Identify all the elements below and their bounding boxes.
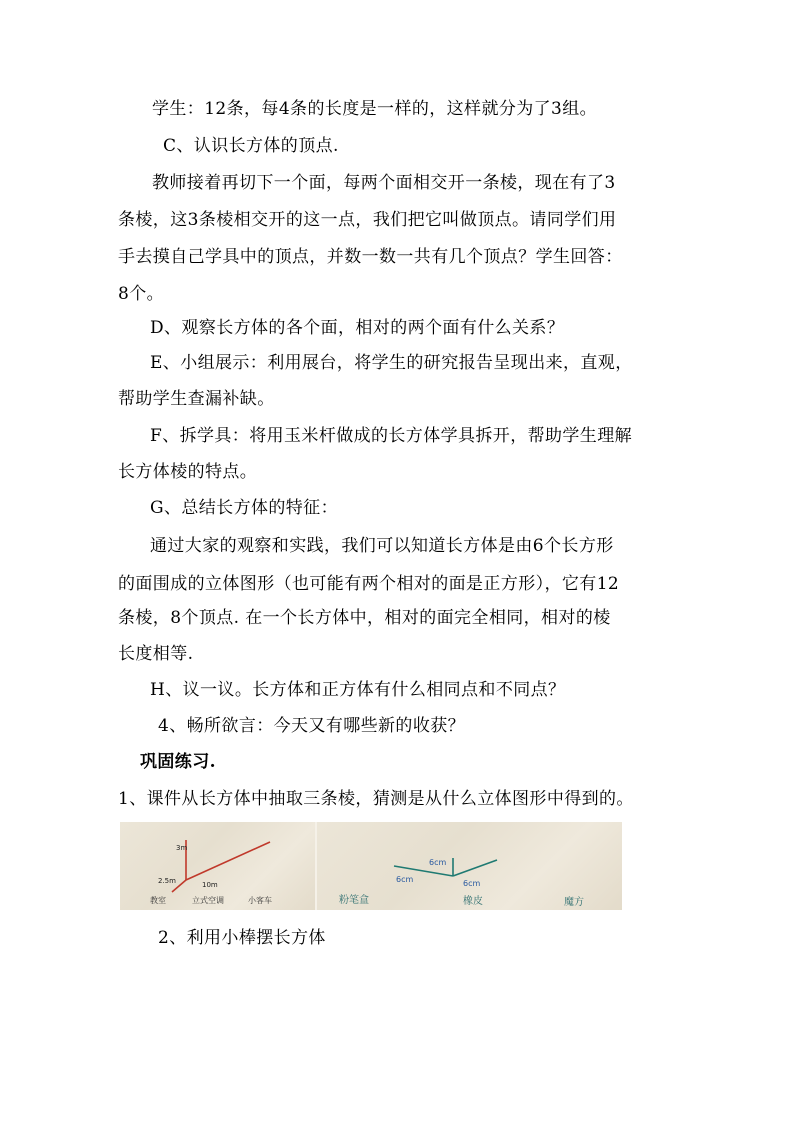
paragraph-step-e-1: E、小组展示：利用展台，将学生的研究报告呈现出来，直观， <box>150 353 633 373</box>
section-heading-practice: 巩固练习. <box>140 752 216 772</box>
paragraph-step-e-2: 帮助学生查漏补缺。 <box>118 389 275 409</box>
paragraph-teacher-4: 8个。 <box>118 284 165 304</box>
dim-height-left: 3m <box>176 844 188 852</box>
paragraph-step-g: G、总结长方体的特征： <box>150 498 338 518</box>
paragraph-step-h: H、议一议。长方体和正方体有什么相同点和不同点？ <box>150 680 566 700</box>
caption-rubiks-cube: 魔方 <box>564 897 584 908</box>
paragraph-summary-4: 长度相等. <box>118 644 194 664</box>
caption-eraser: 橡皮 <box>463 896 483 907</box>
paragraph-step-4: 4、畅所欲言：今天又有哪些新的收获？ <box>158 716 466 736</box>
paragraph-teacher-1: 教师接着再切下一个面，每两个面相交开一条棱，现在有了3 <box>152 173 616 193</box>
paragraph-teacher-3: 手去摸自己学具中的顶点，并数一数一共有几个顶点？学生回答： <box>118 247 623 267</box>
dim-width-left: 2.5m <box>158 877 176 885</box>
caption-classroom: 教室 <box>150 896 166 905</box>
paragraph-exercise-2: 2、利用小棒摆长方体 <box>158 928 326 948</box>
edge-length-left <box>186 842 270 880</box>
paragraph-summary-1: 通过大家的观察和实践，我们可以知道长方体是由6个长方形 <box>150 536 614 556</box>
paragraph-teacher-2: 条棱，这3条棱相交开的这一点，我们把它叫做顶点。请同学们用 <box>118 210 617 230</box>
edge-right-right <box>453 860 497 876</box>
dim-height-right: 6cm <box>429 858 447 867</box>
paragraph-student-answer: 学生：12条，每4条的长度是一样的，这样就分为了3组。 <box>152 99 598 119</box>
paragraph-step-c: C、认识长方体的顶点. <box>163 136 339 156</box>
paragraph-summary-2: 的面围成的立体图形（也可能有两个相对的面是正方形），它有12 <box>118 574 620 594</box>
caption-minibus: 小客车 <box>248 896 272 905</box>
dim-length-left: 10m <box>202 881 218 889</box>
caption-chalk-box: 粉笔盒 <box>339 895 369 906</box>
caption-air-conditioner: 立式空调 <box>192 896 224 905</box>
paragraph-step-f-2: 长方体棱的特点。 <box>118 462 258 482</box>
dim-left-right: 6cm <box>396 875 414 884</box>
paragraph-summary-3: 条棱，8个顶点. 在一个长方体中，相对的面完全相同，相对的棱 <box>118 608 611 628</box>
exercise-figure <box>120 822 622 910</box>
dim-right-right: 6cm <box>463 879 481 888</box>
paragraph-step-d: D、观察长方体的各个面，相对的两个面有什么关系？ <box>150 318 565 338</box>
paragraph-exercise-1: 1、课件从长方体中抽取三条棱，猜测是从什么立体图形中得到的。 <box>118 789 634 809</box>
paragraph-step-f-1: F、拆学具：将用玉米杆做成的长方体学具拆开，帮助学生理解 <box>150 426 632 446</box>
